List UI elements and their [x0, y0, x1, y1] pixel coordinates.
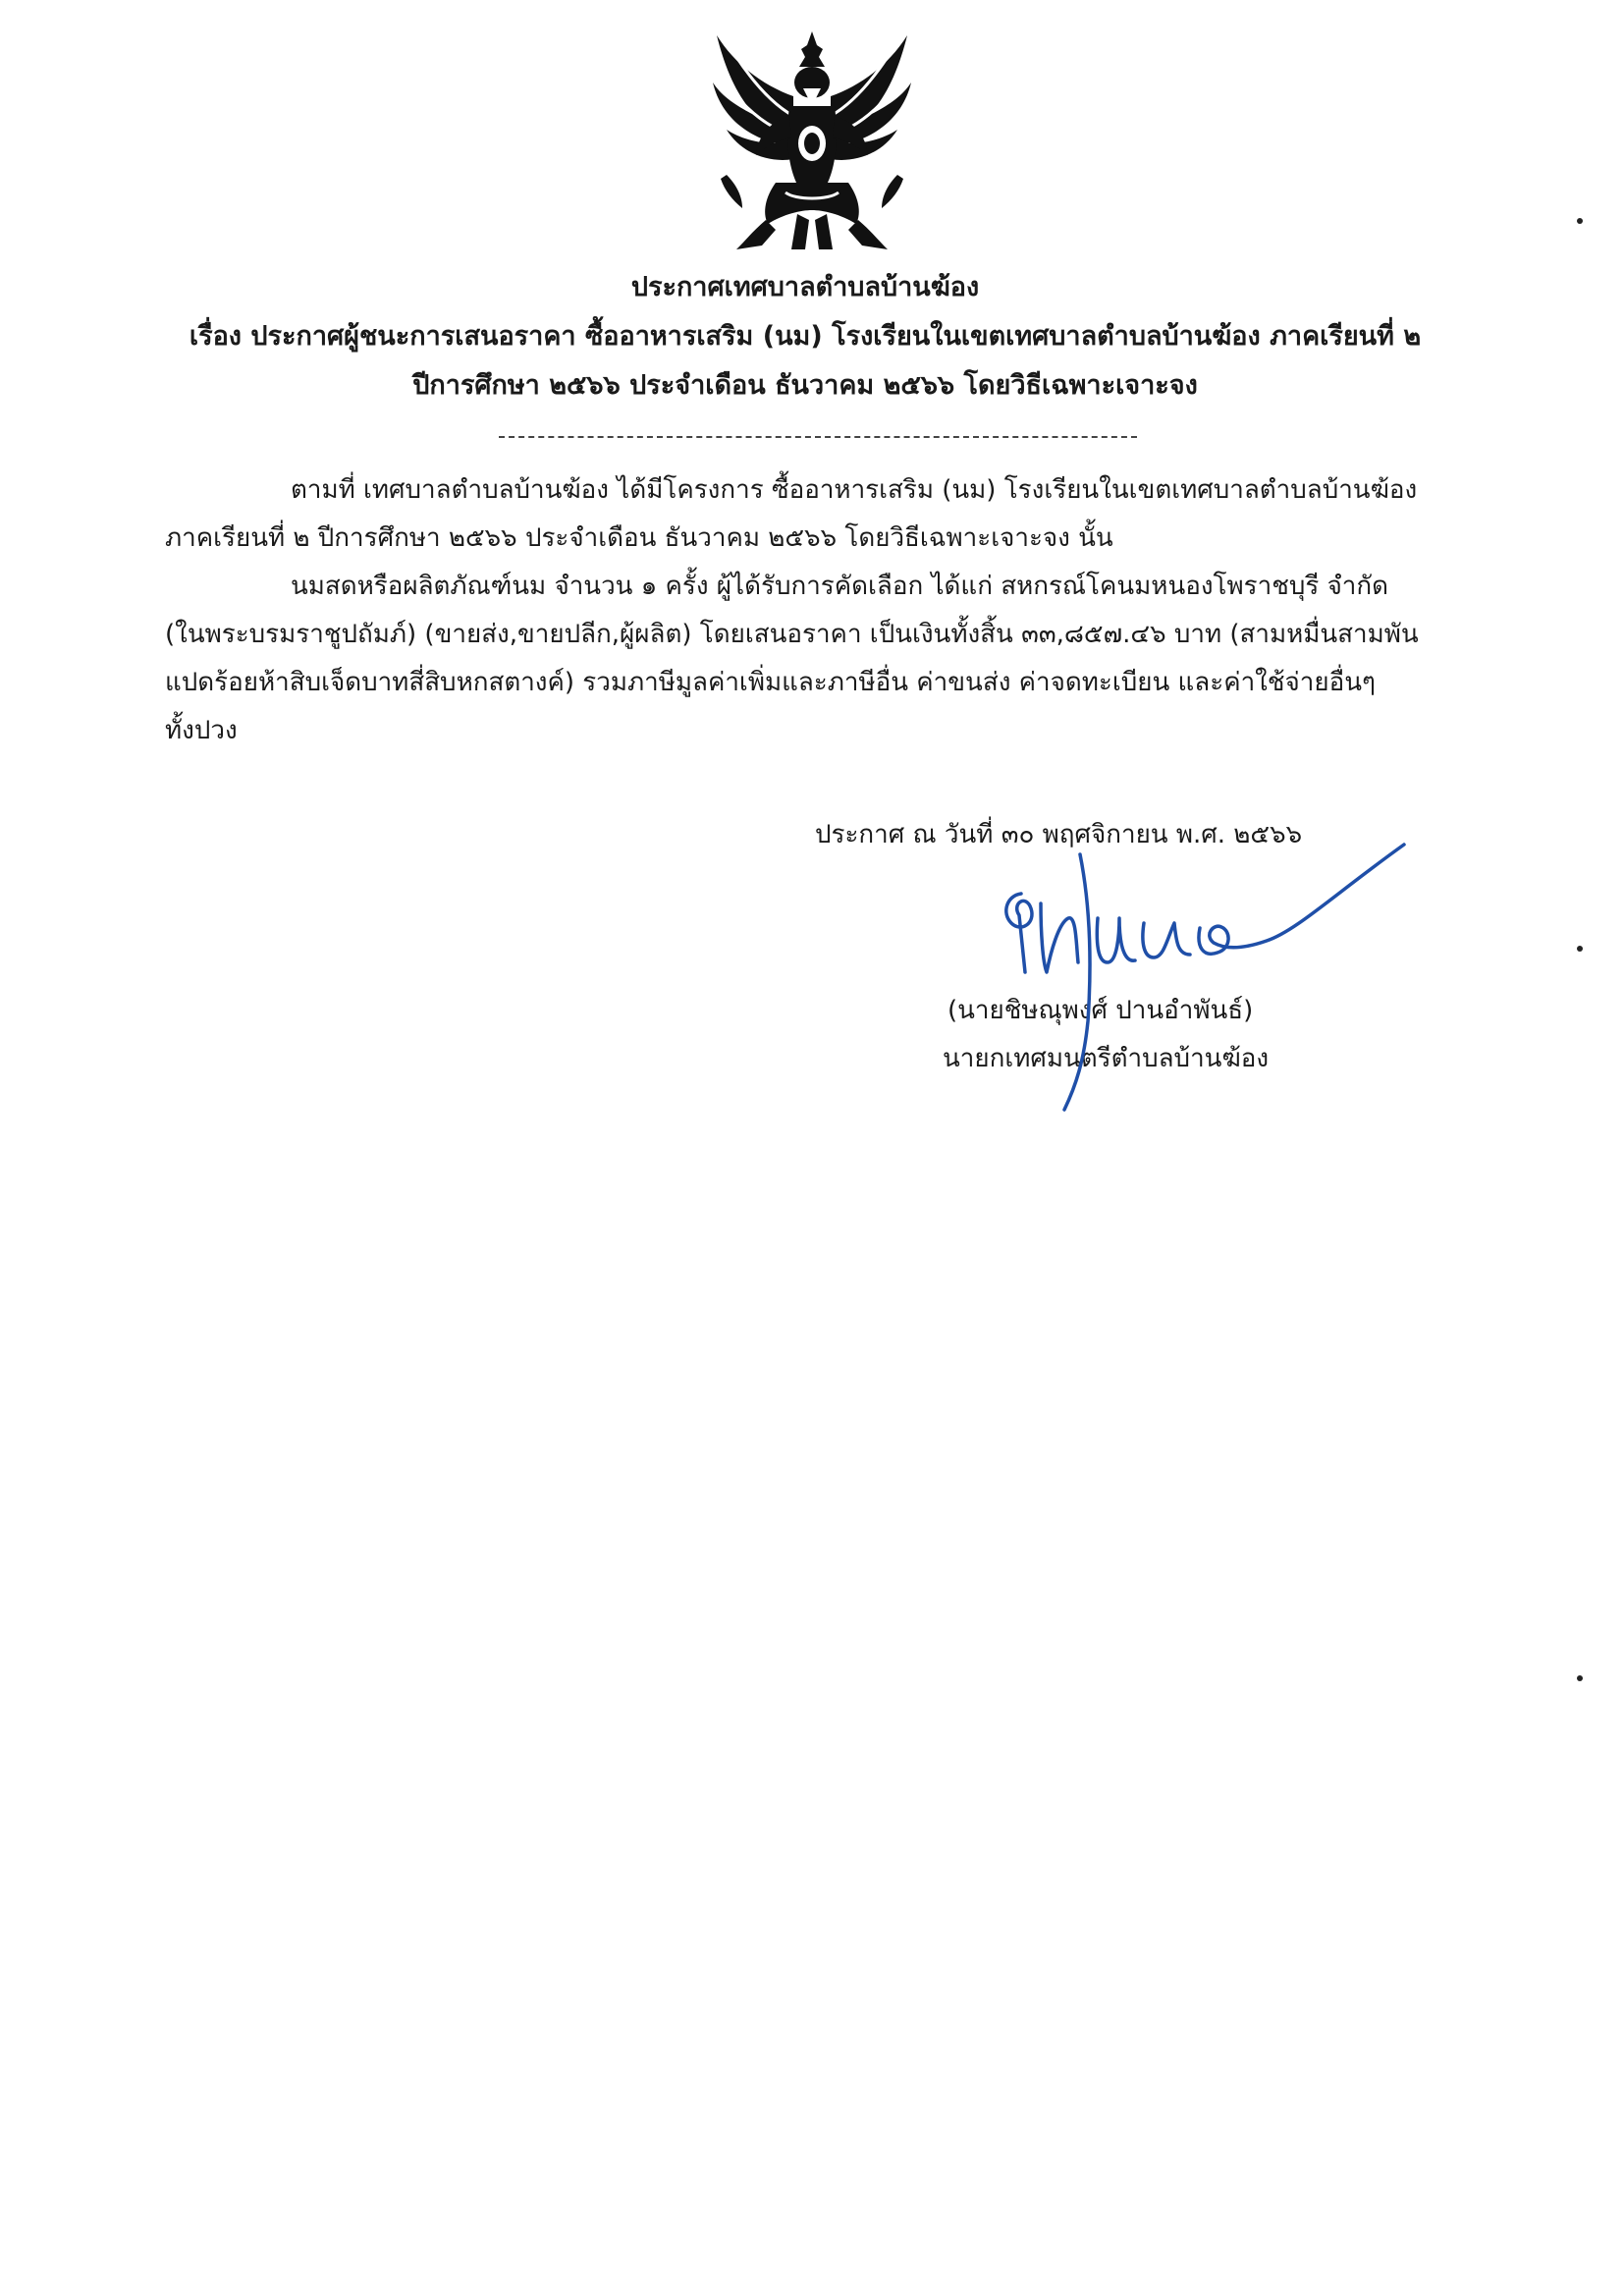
- subject-line-1: เรื่อง ประกาศผู้ชนะการเสนอราคา ซื้ออาหารเสริม (นม) โรงเรียนในเขตเทศบาลตำบลบ้านฆ้อง ภาคเรียนที่ ๒: [189, 321, 1422, 352]
- paragraph-1-line-2: ภาคเรียนที่ ๒ ปีการศึกษา ๒๕๖๖ ประจำเดือน ธันวาคม ๒๕๖๖ โดยวิธีเฉพาะเจาะจง นั้น: [165, 523, 1113, 553]
- signer-title: นายกเทศมนตรีตำบลบ้านฆ้อง: [943, 1044, 1270, 1073]
- separator-rule: [499, 436, 1137, 438]
- title-block: [128, 263, 1483, 410]
- paragraph-2-line-2: (ในพระบรมราชูปถัมภ์) (ขายส่ง,ขายปลีก,ผู้ผลิต) โดยเสนอราคา เป็นเงินทั้งสิ้น ๓๓,๘๕๗.๔๖ บาท (สามหมื่นสามพัน: [165, 620, 1419, 649]
- scan-speck: [1577, 1675, 1583, 1681]
- announcement-date: ประกาศ ณ วันที่ ๓๐ พฤศจิกายน พ.ศ. ๒๕๖๖: [815, 820, 1303, 849]
- scan-speck: [1577, 946, 1583, 952]
- scan-speck: [1577, 218, 1583, 224]
- signer-name: (นายชิษณุพงศ์ ปานอำพันธ์): [947, 996, 1254, 1025]
- garuda-emblem-icon: [707, 27, 918, 258]
- document-heading: ประกาศเทศบาลตำบลบ้านฆ้อง: [630, 272, 980, 302]
- handwritten-signature: [982, 825, 1424, 1120]
- subject-line-2: ปีการศึกษา ๒๕๖๖ ประจำเดือน ธันวาคม ๒๕๖๖ โดยวิธีเฉพาะเจาะจง: [412, 370, 1198, 401]
- paragraph-2-line-3: แปดร้อยห้าสิบเจ็ดบาทสี่สิบหกสตางค์) รวมภาษีมูลค่าเพิ่มและภาษีอื่น ค่าขนส่ง ค่าจดทะเบียน และค่าใช้จ่ายอื่นๆ: [165, 668, 1376, 697]
- paragraph-2-line-4: ทั้งปวง: [165, 716, 238, 745]
- paragraph-2-line-1: นมสดหรือผลิตภัณฑ์นม จำนวน ๑ ครั้ง ผู้ได้รับการคัดเลือก ได้แก่ สหกรณ์โคนมหนองโพราชบุรี จำกัด: [291, 572, 1389, 601]
- paragraph-1-line-1: ตามที่ เทศบาลตำบลบ้านฆ้อง ได้มีโครงการ ซื้ออาหารเสริม (นม) โรงเรียนในเขตเทศบาลตำบลบ้านฆ้อง: [291, 475, 1418, 505]
